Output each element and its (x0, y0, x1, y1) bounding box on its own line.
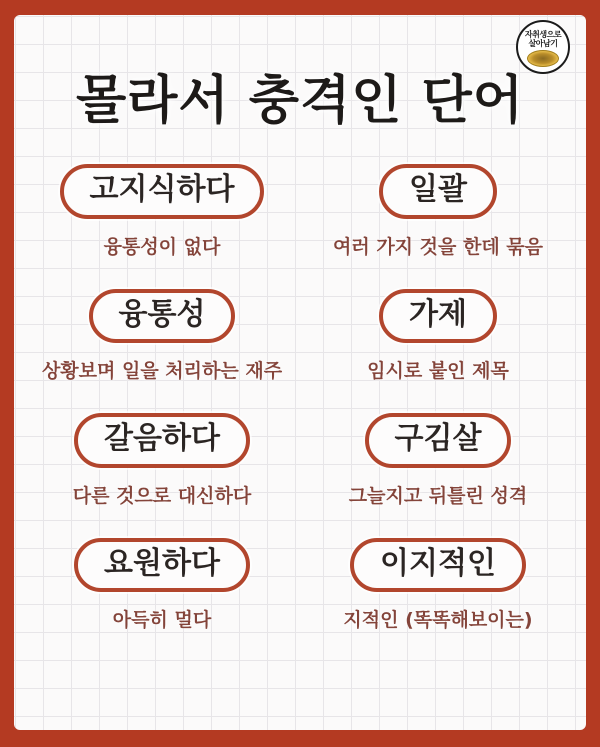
word-pill: 가제 (379, 289, 497, 344)
word-card (300, 538, 576, 633)
badge-text-line2: 살아남기 (528, 38, 558, 48)
word-pill: 요원하다 (74, 538, 250, 593)
badge-text-line1: 자취생으로 (524, 29, 562, 39)
word-definition: 여러 가지 것을 한데 묶음 (333, 235, 543, 258)
word-pill: 융통성 (89, 289, 236, 344)
word-definition: 임시로 붙인 제목 (367, 360, 509, 383)
brand-badge (516, 20, 570, 74)
word-card (300, 413, 576, 508)
word-definition: 지적인 (똑똑해보이는) (343, 609, 533, 632)
word-card-grid (24, 164, 576, 632)
word-card (24, 538, 300, 633)
word-definition: 융통성이 없다 (103, 235, 221, 258)
word-definition: 그늘지고 뒤틀린 성격 (348, 484, 528, 507)
word-definition: 아득히 멀다 (112, 609, 212, 632)
word-card (24, 289, 300, 384)
word-pill: 이지적인 (350, 538, 526, 593)
word-pill: 고지식하다 (60, 164, 265, 219)
word-card (24, 164, 300, 259)
grid-paper (14, 15, 586, 730)
page-title: 몰라서 충격인 단어 (75, 71, 525, 131)
word-card (300, 164, 576, 259)
word-definition: 상황보며 일을 처리하는 재주 (41, 360, 283, 383)
dish-icon (527, 50, 559, 67)
word-definition: 다른 것으로 대신하다 (72, 484, 252, 507)
word-card (300, 289, 576, 384)
word-pill: 구김살 (365, 413, 512, 468)
word-card (24, 413, 300, 508)
word-pill: 갈음하다 (74, 413, 250, 468)
word-pill: 일괄 (379, 164, 497, 219)
